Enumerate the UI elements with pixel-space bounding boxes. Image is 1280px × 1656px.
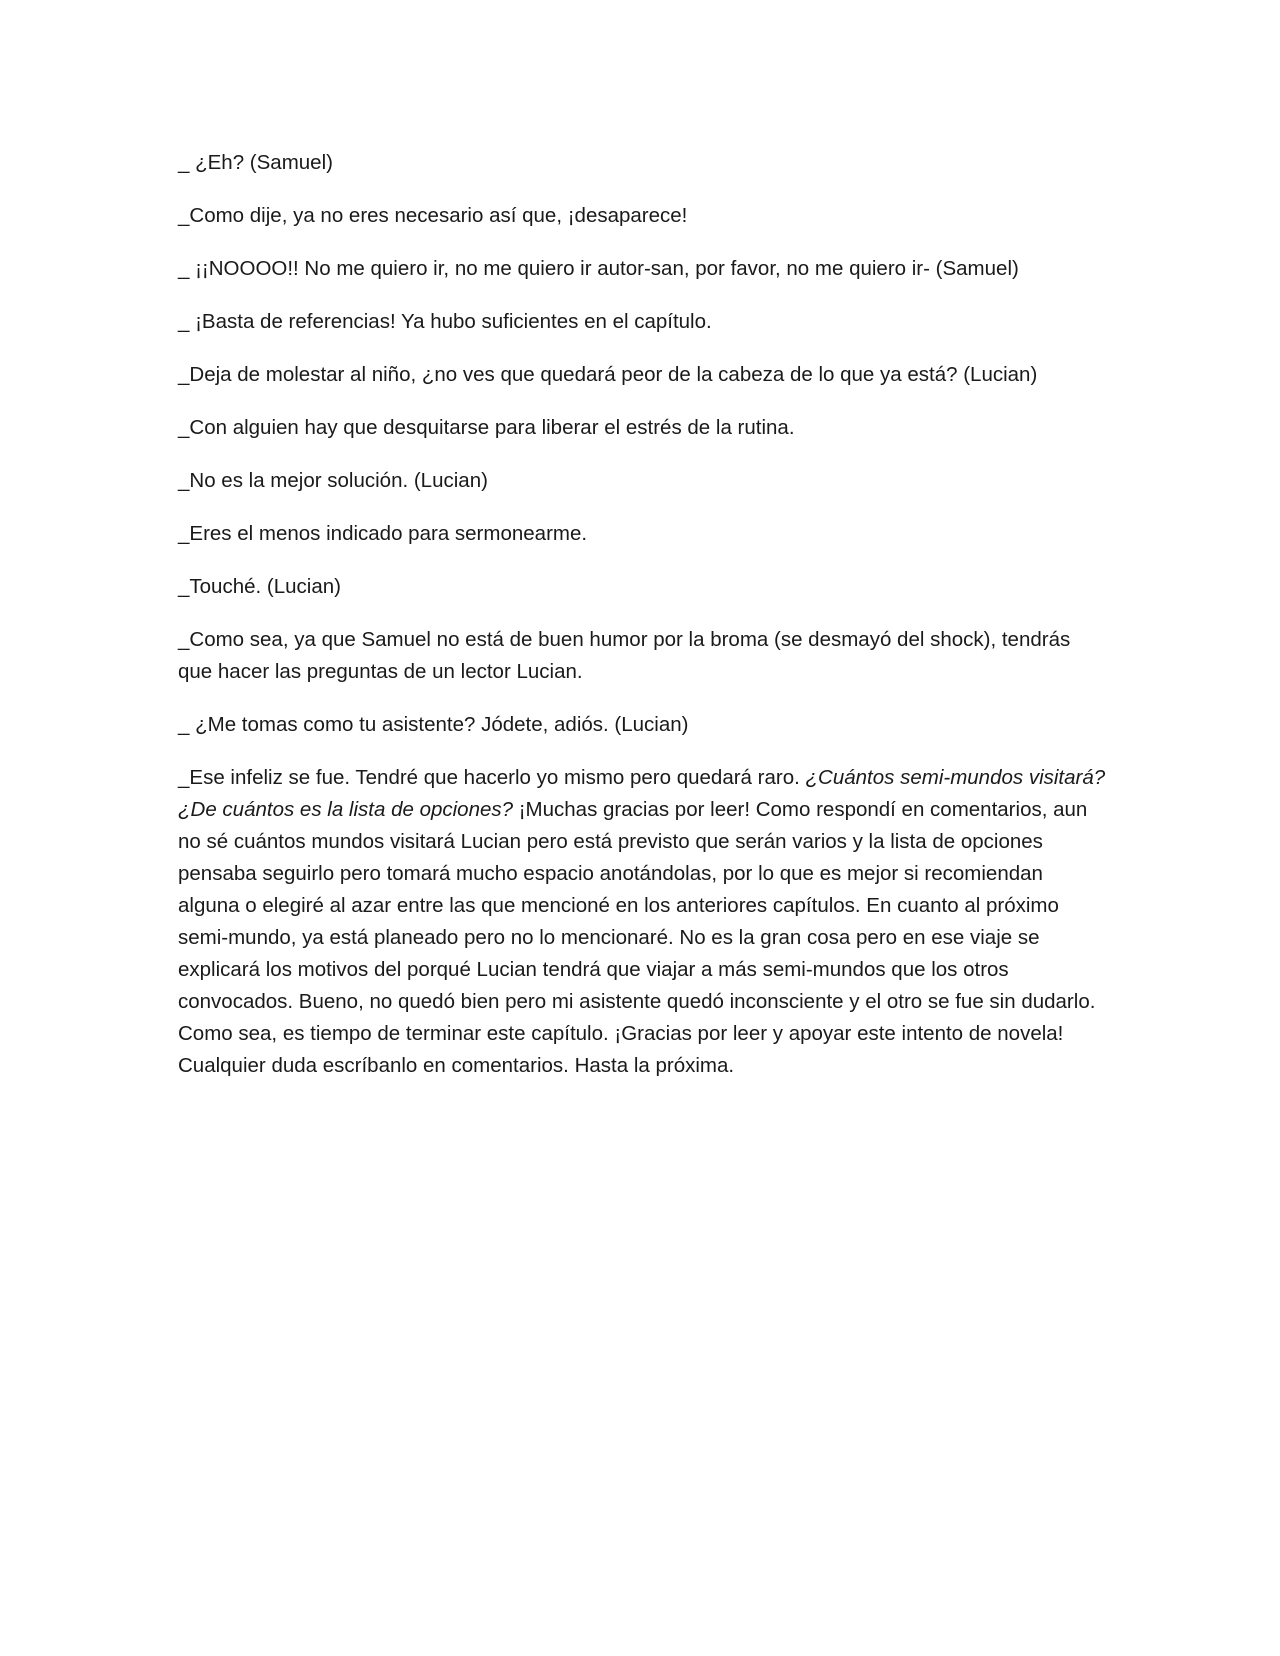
dialogue-line: _ ¡Basta de referencias! Ya hubo suficientes en el capítulo.	[178, 310, 712, 333]
dialogue-line: _Eres el menos indicado para sermonearme.	[178, 522, 588, 545]
dialogue-line: _ ¿Eh? (Samuel)	[178, 151, 333, 174]
document-body	[178, 147, 1108, 1103]
dialogue-line: _Deja de molestar al niño, ¿no ves que quedará peor de la cabeza de lo que ya está? (Lucian)	[178, 363, 1038, 386]
dialogue-line: _No es la mejor solución. (Lucian)	[178, 469, 488, 492]
dialogue-line: _ ¡¡NOOOO!! No me quiero ir, no me quiero ir autor-san, por favor, no me quiero ir- (Samuel)	[178, 257, 1019, 280]
dialogue-line: _Touché. (Lucian)	[178, 575, 341, 598]
dialogue-line: _Con alguien hay que desquitarse para liberar el estrés de la rutina.	[178, 416, 795, 439]
dialogue-line: _ ¿Me tomas como tu asistente? Jódete, adiós. (Lucian)	[178, 713, 689, 736]
dialogue-line: _Como sea, ya que Samuel no está de buen humor por la broma (se desmayó del shock), tendrás que hacer las preguntas de un lector Lucian.	[178, 628, 1071, 683]
closing-rest: ¡Muchas gracias por leer! Como respondí en comentarios, aun no sé cuántos mundos visitará Lucian pero está previsto que serán varios y la lista de opciones pensaba seguirlo pero tomará mucho espacio anotándolas, por lo que es mejor si recomiendan alguna o elegiré al azar entre las que mencioné en los anteriores capítulos. En cuanto al próximo semi-mundo, ya está planeado pero no lo mencionaré. No es la gran cosa pero en ese viaje se explicará los motivos del porqué Lucian tendrá que viajar a más semi-mundos que los otros convocados. Bueno, no quedó bien pero mi asistente quedó inconsciente y el otro se fue sin dudarlo. Como sea, es tiempo de terminar este capítulo. ¡Gracias por leer y apoyar este intento de novela! Cualquier duda escríbanlo en comentarios. Hasta la próxima.	[178, 798, 1096, 1077]
closing-paragraph	[178, 762, 1108, 1082]
closing-italic-questions: ¿Cuántos semi-mundos visitará? ¿De cuántos es la lista de opciones?	[178, 766, 1106, 821]
dialogue-line: _Como dije, ya no eres necesario así que, ¡desaparece!	[178, 204, 688, 227]
closing-intro: _Ese infeliz se fue. Tendré que hacerlo yo mismo pero quedará raro.	[178, 766, 806, 789]
